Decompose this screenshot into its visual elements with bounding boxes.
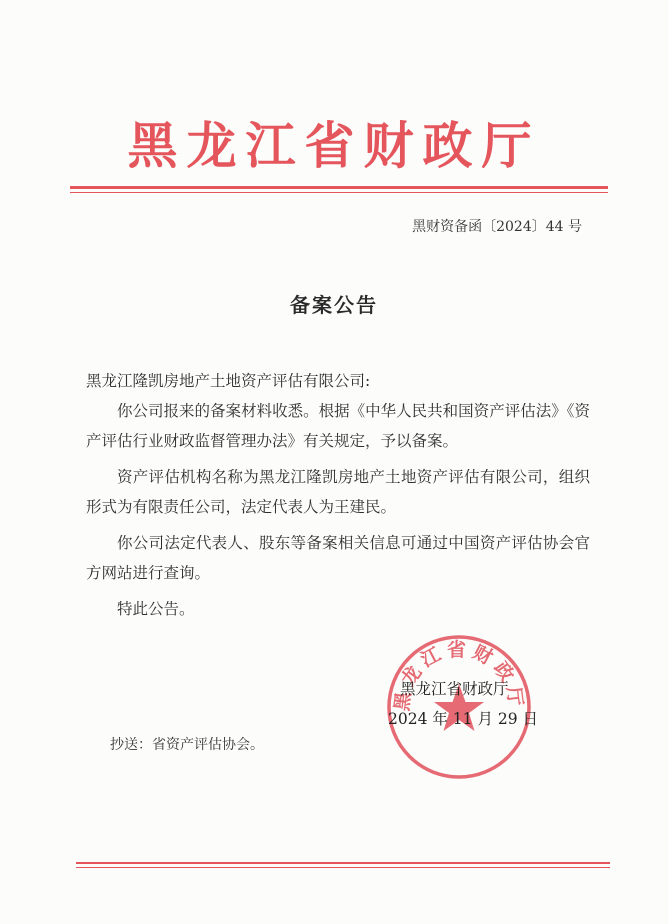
document-body [86, 366, 590, 630]
body-paragraph: 资产评估机构名称为黑龙江隆凯房地产土地资产评估有限公司，组织形式为有限责任公司，法定代表人为王建民。 [86, 468, 590, 516]
addressee: 黑龙江隆凯房地产土地资产评估有限公司: [86, 372, 371, 390]
letterhead-title: 黑龙江省财政厅 [127, 117, 541, 175]
svg-text:黑龙江省财政厅: 黑龙江省财政厅 [391, 639, 527, 713]
document-title: 备案公告 [290, 293, 378, 317]
footer-divider [76, 862, 610, 864]
cc-line: 抄送：省资产评估协会。 [110, 737, 264, 753]
signature-organization: 黑龙江省财政厅 [400, 680, 509, 698]
closing-line: 特此公告。 [117, 600, 195, 618]
signature-date: 2024 年 11 月 29 日 [388, 710, 539, 728]
body-paragraph: 你公司法定代表人、股东等备案相关信息可通过中国资产评估协会官方网站进行查询。 [86, 534, 590, 582]
document-number: 黑财资备函〔2024〕44 号 [412, 219, 582, 235]
letterhead-divider [70, 186, 608, 189]
footer-divider-thin [76, 867, 610, 868]
letterhead-divider-thin [70, 192, 608, 193]
body-paragraph: 你公司报来的备案材料收悉。根据《中华人民共和国资产评估法》《资产评估行业财政监督管理办法》有关规定，予以备案。 [86, 402, 590, 450]
